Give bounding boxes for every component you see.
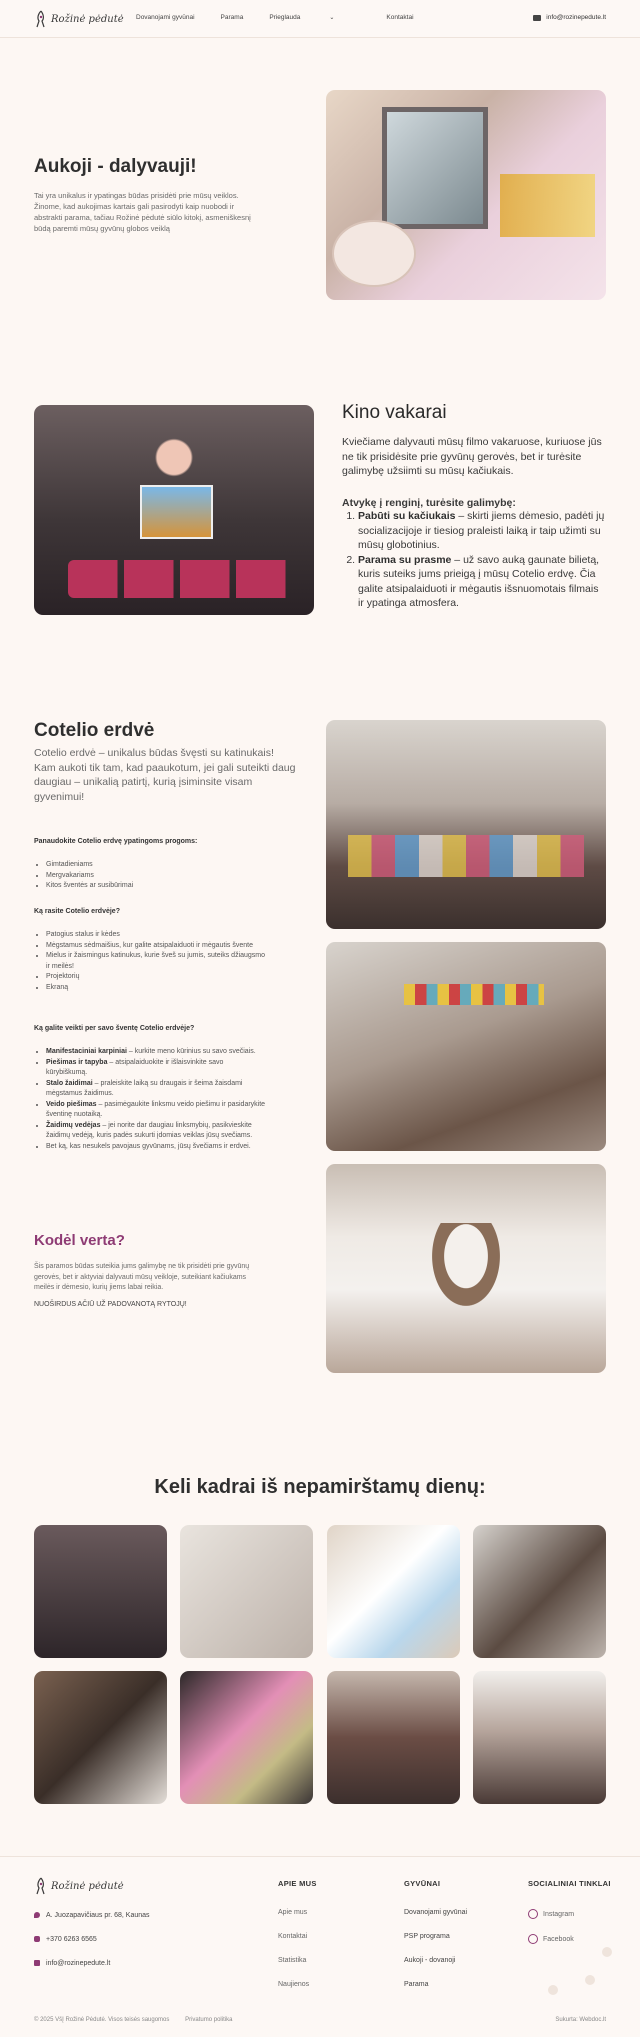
cotelio-title: Cotelio erdvė xyxy=(34,720,155,741)
gallery-title: Keli kadrai iš nepamirštamų dienų: xyxy=(154,1476,486,1498)
footer-link-kontaktai[interactable]: Kontaktai xyxy=(278,1933,308,1940)
address-text: A. Juozapavičiaus pr. 68, Kaunas xyxy=(46,1912,150,1919)
phone-text: +370 6263 6565 xyxy=(46,1936,97,1943)
footer-link-dovanojami[interactable]: Dovanojami gyvūnai xyxy=(404,1909,468,1916)
list-item xyxy=(46,1100,266,1121)
footer-col-gyvunai-title: GYVŪNAI xyxy=(404,1879,441,1888)
item-text: – praleiskite laiką su draugais ir šeima žaisdami mėgstamus žaidimus. xyxy=(46,1079,243,1097)
footer-link-apie[interactable]: Apie mus xyxy=(278,1909,308,1916)
instagram-icon xyxy=(528,1909,538,1919)
list-item xyxy=(46,1142,266,1153)
gallery-photo[interactable] xyxy=(34,1525,167,1658)
nav-item-label: Prieglauda xyxy=(269,14,301,21)
aukoji-body: Tai yra unikalus ir ypatingas būdas prisidėti prie mūsų veiklos. Žinome, kad aukojimas kartais gali pasirodyti kaip nuobodi ir abstrakti parama, tačiau Rožinė pėdutė siūlo kitokį, asmeniškesnį būdą paremti mūsų gyvūnų globos veiklą xyxy=(34,191,251,233)
list-item xyxy=(46,1058,266,1079)
cotelio-list-rasite xyxy=(36,930,266,993)
list-item xyxy=(46,1121,266,1142)
gallery-photo[interactable] xyxy=(473,1671,606,1804)
envelope-icon xyxy=(34,1960,40,1966)
logo-icon xyxy=(34,1877,48,1895)
footer-email[interactable] xyxy=(34,1960,110,1967)
item-text: – jei norite dar daugiau linksmybių, pasikvieskite žaidimų vedėją, kuris padės sukurti įdomias veiklas jūsų svečiams. xyxy=(46,1121,253,1139)
item-text: – atsipalaiduokite ir išlaisvinkite savo kūrybiškumą. xyxy=(46,1058,224,1076)
cat-table-photo xyxy=(326,1164,606,1373)
privacy-link[interactable]: Privatumo politika xyxy=(185,2017,233,2023)
site-logo[interactable] xyxy=(34,8,124,30)
cotelio-list-veikti xyxy=(36,1047,266,1152)
site-header xyxy=(0,0,640,38)
cotelio-heading-progos: Panaudokite Cotelio erdvę ypatingoms progoms: xyxy=(34,838,198,845)
cotelio-list-progos xyxy=(36,860,266,892)
list-item xyxy=(358,509,606,553)
envelope-icon xyxy=(533,15,541,21)
gallery-photo[interactable] xyxy=(327,1671,460,1804)
kodel-body: Šis paramos būdas suteikia jums galimybę ne tik prisidėti prie gyvūnų gerovės, bet ir aktyviai dalyvauti mūsų veikloje, suteikiant kačiukams meilės ir dėmesio, kurių jiems labai reikia. xyxy=(34,1263,250,1291)
footer-link-psp[interactable]: PSP programa xyxy=(404,1933,450,1940)
item-text: – kurkite meno kūrinius su savo svečiais. xyxy=(126,1048,256,1055)
gallery-photo[interactable] xyxy=(327,1525,460,1658)
kino-item-bold: Parama su prasme xyxy=(358,553,452,566)
phone-icon xyxy=(34,1936,40,1942)
site-footer xyxy=(0,1856,640,2037)
list-item: • Ekraną xyxy=(46,983,266,994)
cotelio-heading-rasite: Ką rasite Cotelio erdvėje? xyxy=(34,908,120,915)
aukoji-title: Aukoji - dalyvauji! xyxy=(34,156,197,177)
header-email: info@rozinepedute.lt xyxy=(546,14,606,21)
facebook-label: Facebook xyxy=(543,1935,574,1943)
copyright: © 2025 VšĮ Rožinė Pėdutė. Visos teisės saugomos xyxy=(34,2017,170,2023)
list-item: • Patogius stalus ir kėdes xyxy=(46,930,266,941)
item-bold: Manifestaciniai karpiniai xyxy=(46,1048,127,1055)
party-photo xyxy=(326,942,606,1151)
logo-icon xyxy=(34,10,48,28)
logo-text: Rožinė pėdutė xyxy=(51,1880,124,1892)
nav-item-parama[interactable]: Parama xyxy=(220,14,244,21)
cotelio-heading-veikti: Ką galite veikti per savo šventę Cotelio erdvėje? xyxy=(34,1025,195,1032)
cotelio-intro: Cotelio erdvė – unikalus būdas švęsti su katinukais! Kam aukoti tik tam, kad paaukotum, jei gali suteikti daug daugiau – unikalią patirtį, kurią įsiminsite visam gyvenimui! xyxy=(34,747,296,803)
kino-intro: Kviečiame dalyvauti mūsų filmo vakaruose, kuriuose jūs ne tik prisidėsite prie gyvūnų gerovės, bet ir turėsite galimybę užsiimti su mūsų kačiukais. xyxy=(342,436,602,477)
item-bold: Stalo žaidimai xyxy=(46,1079,93,1087)
cat-shape xyxy=(432,1223,499,1307)
kino-title: Kino vakarai xyxy=(342,402,447,423)
credit-link[interactable]: Sukurta: Webdoc.lt xyxy=(555,2017,606,2023)
logo-text: Rožinė pėdutė xyxy=(51,13,124,25)
gallery-photo[interactable] xyxy=(180,1671,313,1804)
footer-link-parama[interactable]: Parama xyxy=(404,1981,429,1988)
list-item: • Projektorių xyxy=(46,972,266,983)
yellow-glass-shape xyxy=(500,174,595,237)
kino-item-text: – už savo auką gaunate bilietą, kuris suteiks jums prieigą į mūsų Cotelio erdvę. Čia galite atsipalaiduoti ir mėgautis išsnuomotais filmais ir ypatinga atmosfera. xyxy=(358,553,600,609)
kodel-thanks: NUOŠIRDUS AČIŪ UŽ PADOVANOTĄ RYTOJŲ! xyxy=(34,1301,187,1308)
list-item: • Gimtadieniams xyxy=(46,860,266,871)
footer-phone[interactable] xyxy=(34,1936,97,1943)
list-item: • Mergvakariams xyxy=(46,871,266,882)
list-item xyxy=(46,1079,266,1100)
paw-icon xyxy=(585,1975,595,1985)
item-bold: Žaidimų vedėjas xyxy=(46,1121,101,1129)
item-bold: Veido piešimas xyxy=(46,1100,97,1108)
nav-item-dovanojami[interactable]: Dovanojami gyvūnai xyxy=(136,14,195,21)
cinema-photo xyxy=(34,405,314,615)
list-item xyxy=(358,553,606,611)
map-pin-icon xyxy=(34,1912,40,1918)
kino-list xyxy=(344,509,606,611)
instagram-label: Instagram xyxy=(543,1910,575,1918)
paw-icon xyxy=(548,1985,558,1995)
gallery-photo[interactable] xyxy=(34,1671,167,1804)
item-bold: Piešimas ir tapyba xyxy=(46,1058,108,1066)
gallery-photo[interactable] xyxy=(473,1525,606,1658)
main-nav xyxy=(136,14,440,21)
list-item: • Kitos šventės ar susibūrimai xyxy=(46,881,266,892)
stained-glass-shape xyxy=(382,107,488,229)
footer-link-naujienos[interactable]: Naujienos xyxy=(278,1981,310,1988)
footer-col-social-title: SOCIALINIAI TINKLAI xyxy=(528,1879,611,1888)
list-item: • Mėgstamus sėdmaišius, kur galite atsipalaiduoti ir mėgautis švente xyxy=(46,941,266,952)
email-text: info@rozinepedute.lt xyxy=(46,1960,111,1967)
kino-subtitle: Atvykę į renginį, turėsite galimybę: xyxy=(342,497,516,509)
footer-link-statistika[interactable]: Statistika xyxy=(278,1957,307,1964)
list-item xyxy=(46,1047,266,1058)
birthday-banner-shape xyxy=(404,984,544,1005)
group-photo-1 xyxy=(326,720,606,929)
footer-link-instagram[interactable] xyxy=(528,1909,574,1919)
footer-logo[interactable] xyxy=(34,1875,124,1897)
kino-item-text: – skirti jiems dėmesio, padėti jų socializacijoje ir tiesiog praleisti laiką ir taip užimti su mūsų globotinius. xyxy=(358,510,605,551)
gallery-photo[interactable] xyxy=(180,1525,313,1658)
item-text: Bet ką, kas nesukels pavojaus gyvūnams, jūsų švečiams ir erdvei. xyxy=(46,1142,251,1150)
arts-photo xyxy=(326,90,606,300)
footer-col-apie-title: APIE MUS xyxy=(278,1879,317,1888)
paintings-shape xyxy=(348,835,583,877)
chevron-down-icon: ⌄ xyxy=(329,15,335,21)
pillows-shape xyxy=(68,560,292,598)
paw-icon xyxy=(602,1947,612,1957)
facebook-icon xyxy=(528,1934,538,1944)
list-item: • Mielus ir žaismingus katinukus, kurie šveš su jumis, suteiks džiaugsmo ir meilės! xyxy=(46,951,266,972)
nav-item-prieglauda[interactable] xyxy=(269,14,360,21)
kodel-title: Kodėl verta? xyxy=(34,1232,125,1249)
footer-link-facebook[interactable] xyxy=(528,1934,574,1944)
kino-item-bold: Pabūti su kačiukais xyxy=(358,510,456,522)
header-email-link[interactable] xyxy=(533,14,606,21)
nav-item-kontaktai[interactable]: Kontaktai xyxy=(386,14,414,21)
footer-address xyxy=(34,1912,150,1919)
footer-bottom-bar xyxy=(34,2017,606,2023)
item-text: – pasimėgaukite linksmu veido piešimu ir pasidarykite šventinę nuotaiką. xyxy=(46,1100,266,1118)
footer-link-aukoji[interactable]: Aukoji - dovanoji xyxy=(404,1957,456,1964)
projector-screen xyxy=(140,485,213,540)
palette-shape xyxy=(332,220,416,287)
